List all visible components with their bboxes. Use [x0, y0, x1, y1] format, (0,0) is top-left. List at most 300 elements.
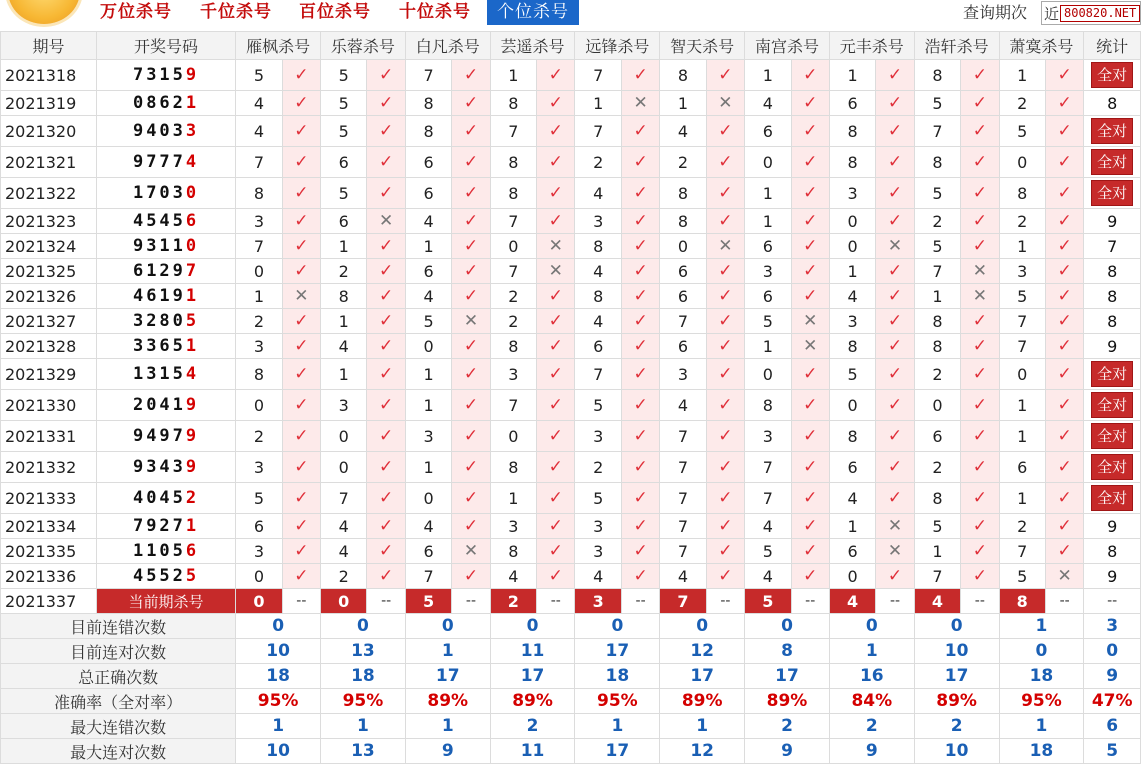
- cross-icon: ✕: [876, 514, 914, 539]
- kill-number: 8: [575, 234, 621, 259]
- kill-number: 5: [999, 564, 1045, 589]
- check-icon: ✓: [961, 116, 999, 147]
- kill-number: 6: [745, 116, 791, 147]
- check-icon: ✓: [1045, 284, 1083, 309]
- kill-number: 4: [575, 259, 621, 284]
- kill-number: 8: [490, 147, 536, 178]
- check-icon: ✓: [876, 284, 914, 309]
- period-cell: 2021320: [1, 116, 97, 147]
- check-icon: ✓: [791, 284, 829, 309]
- draw-last-digit: 1: [185, 93, 200, 113]
- kill-number: 1: [999, 234, 1045, 259]
- check-icon: ✓: [791, 259, 829, 284]
- kill-number: 5: [575, 483, 621, 514]
- draw-last-digit: 1: [185, 516, 200, 536]
- header-killer-0: 雁枫杀号: [236, 32, 321, 60]
- predicted-kill-number: 5: [405, 589, 451, 614]
- kill-number: 5: [321, 116, 367, 147]
- table-row: [1, 178, 1141, 209]
- kill-number: 8: [660, 178, 706, 209]
- summary-value: 10: [914, 639, 999, 664]
- kill-number: 5: [745, 539, 791, 564]
- header-killer-4: 远锋杀号: [575, 32, 660, 60]
- draw-number: [96, 421, 235, 452]
- kill-number: 8: [490, 334, 536, 359]
- check-icon: ✓: [961, 309, 999, 334]
- logo: [8, 0, 80, 24]
- kill-number: 7: [575, 116, 621, 147]
- summary-label: 准确率（全对率）: [1, 689, 236, 714]
- header-killer-2: 白凡杀号: [405, 32, 490, 60]
- summary-value: 89%: [745, 689, 830, 714]
- kill-number: 6: [405, 539, 451, 564]
- tab-1[interactable]: 千位杀号: [200, 2, 272, 22]
- check-icon: ✓: [1045, 514, 1083, 539]
- kill-number: 6: [321, 147, 367, 178]
- all-correct-badge: 全对: [1091, 149, 1133, 175]
- kill-number: 1: [660, 91, 706, 116]
- table-row: [1, 209, 1141, 234]
- header-killer-9: 萧寞杀号: [999, 32, 1084, 60]
- table-row: [1, 514, 1141, 539]
- kill-number: 6: [745, 284, 791, 309]
- summary-value: 0: [321, 614, 406, 639]
- period-cell: 2021324: [1, 234, 97, 259]
- draw-digits: 0862: [132, 93, 186, 113]
- kill-number: 1: [321, 234, 367, 259]
- kill-number: 5: [321, 178, 367, 209]
- check-icon: ✓: [367, 234, 405, 259]
- kill-number: 6: [405, 178, 451, 209]
- current-kill-button[interactable]: 当前期杀号: [96, 589, 235, 614]
- draw-last-digit: 9: [185, 395, 200, 415]
- period-cell: 2021325: [1, 259, 97, 284]
- kill-number: 2: [914, 209, 960, 234]
- period-cell: 2021319: [1, 91, 97, 116]
- check-icon: ✓: [282, 483, 320, 514]
- check-icon: ✓: [367, 91, 405, 116]
- check-icon: ✓: [452, 564, 490, 589]
- table-row: [1, 147, 1141, 178]
- draw-number: [96, 390, 235, 421]
- check-icon: ✓: [791, 147, 829, 178]
- all-correct-badge: 全对: [1091, 485, 1133, 511]
- summary-value: 1: [575, 714, 660, 739]
- kill-number: 2: [575, 452, 621, 483]
- draw-digits: 9777: [132, 152, 186, 172]
- check-icon: ✓: [876, 334, 914, 359]
- check-icon: ✓: [1045, 259, 1083, 284]
- check-icon: ✓: [367, 259, 405, 284]
- kill-number: 4: [660, 116, 706, 147]
- summary-value: 10: [914, 739, 999, 764]
- predicted-kill-number: 3: [575, 589, 621, 614]
- kill-number: 8: [236, 359, 282, 390]
- check-icon: ✓: [537, 309, 575, 334]
- kill-number: 1: [490, 483, 536, 514]
- kill-number: 0: [829, 564, 875, 589]
- summary-value: 0: [745, 614, 830, 639]
- period-cell: 2021329: [1, 359, 97, 390]
- kill-number: 8: [575, 284, 621, 309]
- summary-row: [1, 739, 1141, 764]
- check-icon: ✓: [706, 116, 744, 147]
- kill-number: 4: [829, 483, 875, 514]
- stat-cell: [1084, 116, 1141, 147]
- pending-result: --: [282, 589, 320, 614]
- check-icon: ✓: [791, 514, 829, 539]
- summary-stat: 9: [1084, 664, 1141, 689]
- draw-last-digit: 9: [185, 426, 200, 446]
- summary-value: 13: [321, 739, 406, 764]
- draw-number: [96, 259, 235, 284]
- check-icon: ✓: [537, 60, 575, 91]
- kill-number: 6: [999, 452, 1045, 483]
- kill-number: 0: [829, 209, 875, 234]
- check-icon: ✓: [961, 452, 999, 483]
- kill-number: 8: [829, 334, 875, 359]
- draw-digits: 3280: [132, 311, 186, 331]
- draw-number: [96, 309, 235, 334]
- period-cell: 2021337: [1, 589, 97, 614]
- draw-digits: 4619: [132, 286, 186, 306]
- summary-value: 1: [321, 714, 406, 739]
- check-icon: ✓: [791, 483, 829, 514]
- check-icon: ✓: [1045, 60, 1083, 91]
- check-icon: ✓: [876, 147, 914, 178]
- summary-stat: 47%: [1084, 689, 1141, 714]
- kill-number: 1: [321, 359, 367, 390]
- draw-digits: 9403: [132, 121, 186, 141]
- summary-value: 0: [236, 614, 321, 639]
- kill-number: 1: [999, 60, 1045, 91]
- summary-value: 2: [745, 714, 830, 739]
- draw-number: [96, 60, 235, 91]
- check-icon: ✓: [282, 514, 320, 539]
- check-icon: ✓: [1045, 234, 1083, 259]
- stat-cell: [1084, 359, 1141, 390]
- check-icon: ✓: [706, 309, 744, 334]
- kill-number: 4: [490, 564, 536, 589]
- check-icon: ✓: [452, 452, 490, 483]
- summary-value: 8: [745, 639, 830, 664]
- kill-number: 3: [745, 421, 791, 452]
- check-icon: ✓: [452, 60, 490, 91]
- check-icon: ✓: [961, 60, 999, 91]
- kill-number: 7: [236, 147, 282, 178]
- period-cell: 2021326: [1, 284, 97, 309]
- stat-cell: 8: [1084, 259, 1141, 284]
- check-icon: ✓: [367, 564, 405, 589]
- draw-last-digit: 2: [185, 488, 200, 508]
- kill-number: 8: [660, 60, 706, 91]
- period-cell: 2021322: [1, 178, 97, 209]
- check-icon: ✓: [706, 421, 744, 452]
- summary-value: 0: [490, 614, 575, 639]
- kill-number: 5: [321, 60, 367, 91]
- check-icon: ✓: [452, 234, 490, 259]
- check-icon: ✓: [791, 452, 829, 483]
- stat-cell: 8: [1084, 539, 1141, 564]
- kill-number: 7: [405, 60, 451, 91]
- table-row: [1, 234, 1141, 259]
- summary-value: 18: [575, 664, 660, 689]
- draw-last-digit: 0: [185, 236, 200, 256]
- summary-value: 89%: [405, 689, 490, 714]
- kill-number: 7: [660, 514, 706, 539]
- draw-number: [96, 564, 235, 589]
- draw-digits: 2041: [132, 395, 186, 415]
- period-cell: 2021333: [1, 483, 97, 514]
- check-icon: ✓: [621, 334, 659, 359]
- kill-number: 4: [745, 514, 791, 539]
- summary-label: 目前连对次数: [1, 639, 236, 664]
- check-icon: ✓: [367, 60, 405, 91]
- summary-value: 10: [236, 639, 321, 664]
- summary-value: 0: [660, 614, 745, 639]
- kill-number: 2: [999, 91, 1045, 116]
- kill-number: 7: [745, 452, 791, 483]
- check-icon: ✓: [537, 539, 575, 564]
- check-icon: ✓: [706, 178, 744, 209]
- summary-value: 0: [405, 614, 490, 639]
- draw-digits: 6129: [132, 261, 186, 281]
- kill-number: 4: [660, 564, 706, 589]
- tab-3[interactable]: 十位杀号: [399, 2, 471, 22]
- kill-number: 4: [321, 514, 367, 539]
- summary-label: 目前连错次数: [1, 614, 236, 639]
- check-icon: ✓: [537, 452, 575, 483]
- draw-last-digit: 6: [185, 541, 200, 561]
- kill-number: 7: [999, 539, 1045, 564]
- period-cell: 2021336: [1, 564, 97, 589]
- check-icon: ✓: [791, 116, 829, 147]
- check-icon: ✓: [452, 178, 490, 209]
- check-icon: ✓: [791, 234, 829, 259]
- kill-number: 7: [490, 390, 536, 421]
- header-killer-1: 乐蓉杀号: [321, 32, 406, 60]
- tab-2[interactable]: 百位杀号: [299, 2, 371, 22]
- header-killer-5: 智天杀号: [660, 32, 745, 60]
- kill-number: 4: [660, 390, 706, 421]
- cross-icon: ✕: [1045, 564, 1083, 589]
- kill-number: 6: [321, 209, 367, 234]
- check-icon: ✓: [876, 452, 914, 483]
- pending-result: --: [876, 589, 914, 614]
- check-icon: ✓: [791, 178, 829, 209]
- kill-number: 7: [575, 359, 621, 390]
- kill-number: 2: [236, 421, 282, 452]
- check-icon: ✓: [961, 178, 999, 209]
- kill-number: 8: [490, 91, 536, 116]
- kill-number: 3: [829, 178, 875, 209]
- check-icon: ✓: [452, 334, 490, 359]
- stat-cell: 9: [1084, 334, 1141, 359]
- draw-digits: 4545: [132, 211, 186, 231]
- summary-value: 9: [405, 739, 490, 764]
- draw-number: [96, 116, 235, 147]
- summary-value: 17: [405, 664, 490, 689]
- check-icon: ✓: [961, 514, 999, 539]
- check-icon: ✓: [1045, 421, 1083, 452]
- check-icon: ✓: [621, 209, 659, 234]
- kill-number: 1: [914, 284, 960, 309]
- check-icon: ✓: [282, 259, 320, 284]
- kill-number: 8: [829, 116, 875, 147]
- check-icon: ✓: [706, 359, 744, 390]
- kill-number: 6: [745, 234, 791, 259]
- check-icon: ✓: [791, 209, 829, 234]
- pending-result: --: [537, 589, 575, 614]
- kill-number: 5: [405, 309, 451, 334]
- check-icon: ✓: [452, 116, 490, 147]
- check-icon: ✓: [367, 309, 405, 334]
- check-icon: ✓: [367, 284, 405, 309]
- draw-digits: 9497: [132, 426, 186, 446]
- table-row: [1, 259, 1141, 284]
- query-period-select[interactable]: [1041, 1, 1141, 25]
- tab-0[interactable]: 万位杀号: [100, 2, 172, 22]
- kill-number: 4: [575, 309, 621, 334]
- summary-value: 12: [660, 739, 745, 764]
- kill-number-table: [0, 31, 1141, 764]
- kill-number: 8: [914, 309, 960, 334]
- check-icon: ✓: [791, 359, 829, 390]
- cross-icon: ✕: [961, 259, 999, 284]
- kill-number: 1: [999, 483, 1045, 514]
- summary-value: 0: [914, 614, 999, 639]
- kill-number: 0: [999, 147, 1045, 178]
- summary-value: 1: [999, 614, 1084, 639]
- kill-number: 7: [660, 421, 706, 452]
- kill-number: 2: [321, 564, 367, 589]
- kill-number: 7: [490, 116, 536, 147]
- check-icon: ✓: [706, 564, 744, 589]
- check-icon: ✓: [1045, 390, 1083, 421]
- check-icon: ✓: [621, 234, 659, 259]
- check-icon: ✓: [282, 421, 320, 452]
- check-icon: ✓: [537, 209, 575, 234]
- kill-number: 0: [321, 452, 367, 483]
- kill-number: 6: [660, 284, 706, 309]
- table-row: [1, 359, 1141, 390]
- kill-number: 8: [745, 390, 791, 421]
- kill-number: 3: [236, 209, 282, 234]
- check-icon: ✓: [621, 539, 659, 564]
- kill-number: 1: [745, 60, 791, 91]
- kill-number: 6: [405, 259, 451, 284]
- check-icon: ✓: [961, 483, 999, 514]
- draw-digits: 9311: [132, 236, 186, 256]
- cross-icon: ✕: [706, 234, 744, 259]
- check-icon: ✓: [367, 452, 405, 483]
- check-icon: ✓: [706, 452, 744, 483]
- check-icon: ✓: [621, 178, 659, 209]
- summary-value: 17: [575, 639, 660, 664]
- kill-number: 7: [999, 334, 1045, 359]
- kill-number: 8: [490, 539, 536, 564]
- predicted-kill-number: 4: [914, 589, 960, 614]
- table-row: [1, 421, 1141, 452]
- summary-value: 0: [575, 614, 660, 639]
- summary-value: 16: [829, 664, 914, 689]
- kill-number: 4: [405, 284, 451, 309]
- check-icon: ✓: [452, 359, 490, 390]
- all-correct-badge: 全对: [1091, 361, 1133, 387]
- kill-number: 6: [914, 421, 960, 452]
- tab-4[interactable]: 个位杀号: [487, 0, 579, 25]
- draw-digits: 4552: [132, 566, 186, 586]
- summary-value: 1: [829, 639, 914, 664]
- check-icon: ✓: [706, 60, 744, 91]
- check-icon: ✓: [367, 514, 405, 539]
- check-icon: ✓: [876, 390, 914, 421]
- draw-number: [96, 334, 235, 359]
- kill-number: 7: [236, 234, 282, 259]
- predicted-kill-number: 7: [660, 589, 706, 614]
- header-killer-3: 芸遥杀号: [490, 32, 575, 60]
- stat-cell: [1084, 147, 1141, 178]
- summary-value: 17: [914, 664, 999, 689]
- kill-number: 5: [914, 514, 960, 539]
- kill-number: 7: [914, 259, 960, 284]
- summary-label: 总正确次数: [1, 664, 236, 689]
- check-icon: ✓: [621, 390, 659, 421]
- check-icon: ✓: [282, 309, 320, 334]
- summary-value: 2: [490, 714, 575, 739]
- summary-value: 95%: [999, 689, 1084, 714]
- kill-number: 8: [914, 334, 960, 359]
- check-icon: ✓: [537, 359, 575, 390]
- check-icon: ✓: [1045, 178, 1083, 209]
- kill-number: 0: [321, 421, 367, 452]
- pending-result: --: [961, 589, 999, 614]
- kill-number: 8: [405, 91, 451, 116]
- check-icon: ✓: [706, 483, 744, 514]
- check-icon: ✓: [537, 284, 575, 309]
- cross-icon: ✕: [282, 284, 320, 309]
- check-icon: ✓: [452, 209, 490, 234]
- kill-number: 6: [829, 452, 875, 483]
- check-icon: ✓: [961, 421, 999, 452]
- summary-stat: 0: [1084, 639, 1141, 664]
- kill-number: 5: [914, 178, 960, 209]
- kill-number: 0: [236, 259, 282, 284]
- kill-number: 1: [236, 284, 282, 309]
- summary-value: 1: [236, 714, 321, 739]
- kill-number: 0: [745, 147, 791, 178]
- draw-last-digit: 4: [185, 364, 200, 384]
- kill-number: 7: [490, 209, 536, 234]
- summary-row: [1, 714, 1141, 739]
- kill-number: 8: [321, 284, 367, 309]
- check-icon: ✓: [621, 116, 659, 147]
- check-icon: ✓: [621, 147, 659, 178]
- kill-number: 8: [829, 147, 875, 178]
- check-icon: ✓: [367, 334, 405, 359]
- table-row: [1, 390, 1141, 421]
- kill-number: 3: [660, 359, 706, 390]
- check-icon: ✓: [961, 147, 999, 178]
- summary-row: [1, 664, 1141, 689]
- draw-last-digit: 3: [185, 121, 200, 141]
- check-icon: ✓: [706, 209, 744, 234]
- table-row: [1, 309, 1141, 334]
- check-icon: ✓: [367, 483, 405, 514]
- kill-number: 0: [405, 483, 451, 514]
- check-icon: ✓: [876, 209, 914, 234]
- check-icon: ✓: [876, 421, 914, 452]
